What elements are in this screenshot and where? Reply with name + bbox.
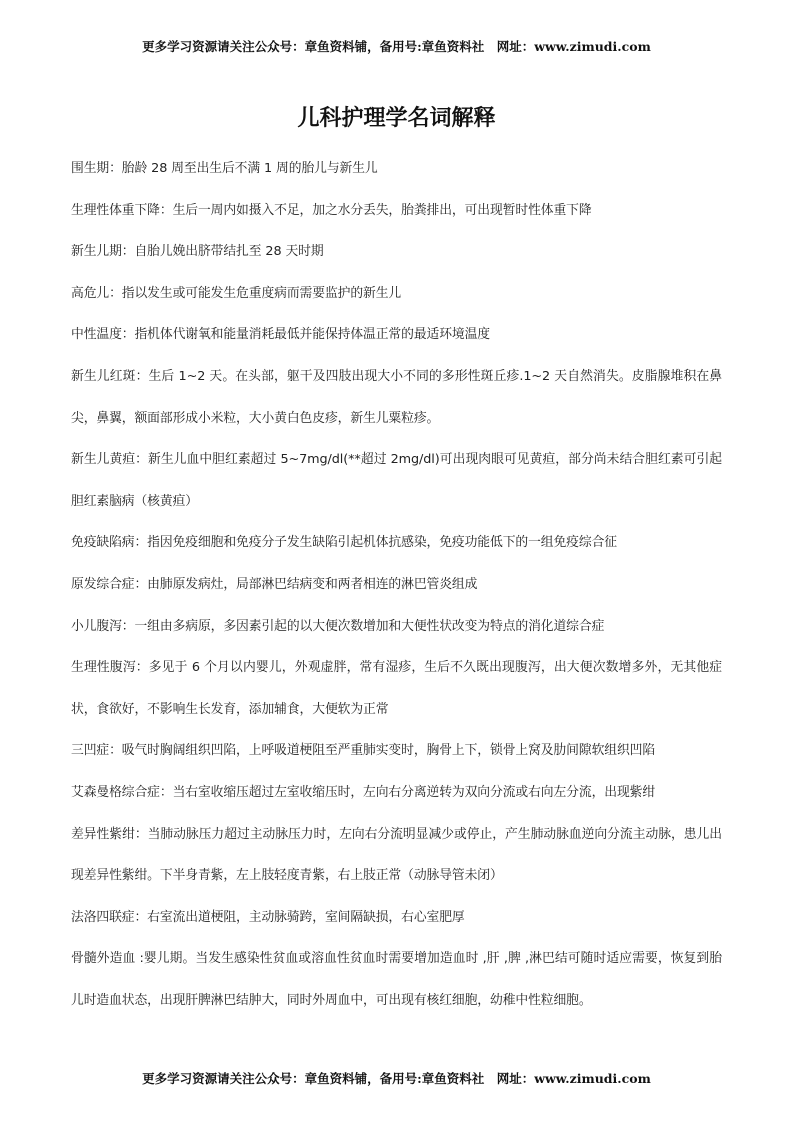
term-entry-neonatal-jaundice: 新生儿黄疸：新生儿血中胆红素超过 5~7mg/dl(**超过 2mg/dl)可出现肉眼可见黄疸，部分尚未结合胆红素可引起胆红素脑病（核黄疸） (71, 452, 722, 509)
term-entry-neutral-temperature: 中性温度：指机体代谢氧和能量消耗最低并能保持体温正常的最适环境温度 (71, 327, 490, 343)
page-header: 更多学习资源请关注公众号：章鱼资料铺，备用号:章鱼资料社 网址：www.zimudi.com (142, 39, 651, 54)
page-footer: 更多学习资源请关注公众号：章鱼资料铺，备用号:章鱼资料社 网址：www.zimudi.com (142, 1071, 651, 1086)
term-list (71, 148, 722, 1021)
term-entry-physiological-diarrhea: 生理性腹泻：多见于 6 个月以内婴儿，外观虚胖，常有湿疹，生后不久既出现腹泻，出大便次数增多外，无其他症状，食欲好，不影响生长发育，添加辅食，大便软为正常 (71, 660, 722, 717)
term-entry-eisenmenger-syndrome: 艾森曼格综合症：当右室收缩压超过左室收缩压时，左向右分离逆转为双向分流或右向左分流，出现紫绀 (71, 784, 656, 800)
term-entry-neonatal-period: 新生儿期：自胎儿娩出脐带结扎至 28 天时期 (71, 244, 324, 260)
term-entry-physiological-weight-loss: 生理性体重下降：生后一周内如摄入不足，加之水分丢失，胎粪排出，可出现暂时性体重下降 (71, 202, 592, 218)
term-entry-perinatal: 围生期：胎龄 28 周至出生后不满 1 周的胎儿与新生儿 (71, 161, 378, 176)
term-entry-immunodeficiency: 免疫缺陷病：指因免疫细胞和免疫分子发生缺陷引起机体抗感染，免疫功能低下的一组免疫综合征 (71, 535, 617, 551)
document-title: 儿科护理学名词解释 (297, 106, 496, 131)
term-entry-tetralogy-of-fallot: 法洛四联症：右室流出道梗阻，主动脉骑跨，室间隔缺损，右心室肥厚 (71, 909, 465, 925)
term-entry-neonatal-erythema: 新生儿红斑：生后 1~2 天。在头部，躯干及四肢出现大小不同的多形性斑丘疹.1~2 天自然消失。皮脂腺堆积在鼻尖，鼻翼，额面部形成小米粒，大小黄白色皮疹，新生儿粟粒疹。 (71, 368, 722, 426)
term-entry-extramedullary-hematopoiesis: 骨髓外造血 :婴儿期。当发生感染性贫血或溶血性贫血时需要增加造血时 ,肝 ,脾 ,淋巴结可随时适应需要，恢复到胎儿时造血状态，出现肝脾淋巴结肿大，同时外周血中，可出现有核红细胞，幼稚中性粒细胞。 (71, 951, 722, 1008)
term-entry-high-risk-infant: 高危儿：指以发生或可能发生危重度病而需要监护的新生儿 (71, 285, 402, 301)
term-entry-differential-cyanosis: 差异性紫绀：当肺动脉压力超过主动脉压力时，左向右分流明显减少或停止，产生肺动脉血逆向分流主动脉，患儿出现差异性紫绀。下半身青紫，左上肢轻度青紫，右上肢正常（动脉导管未闭） (71, 826, 722, 884)
term-entry-primary-complex: 原发综合症：由肺原发病灶，局部淋巴结病变和两者相连的淋巴管炎组成 (71, 576, 478, 592)
term-entry-three-depression-sign: 三凹症：吸气时胸阔组织凹陷，上呼吸道梗阻至严重肺实变时，胸骨上下，锁骨上窝及肋间隙软组织凹陷 (71, 743, 656, 759)
term-entry-infantile-diarrhea: 小儿腹泻：一组由多病原，多因素引起的以大便次数增加和大便性状改变为特点的消化道综合症 (71, 618, 605, 634)
